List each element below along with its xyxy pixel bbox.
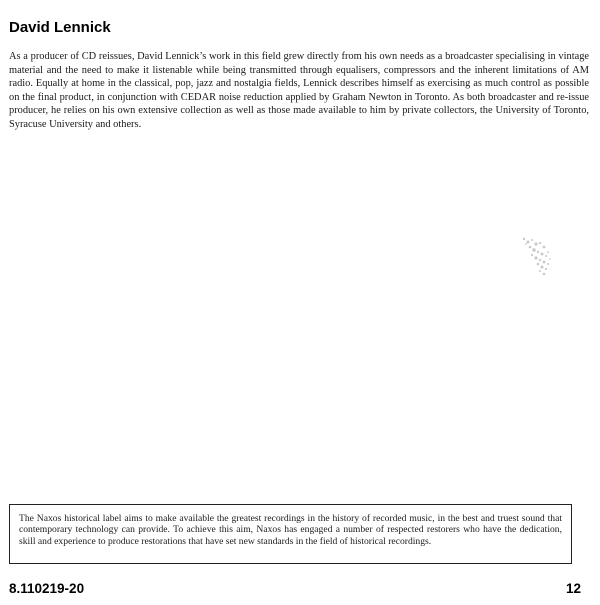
section-heading: David Lennick bbox=[9, 19, 111, 36]
page-number: 12 bbox=[565, 581, 581, 596]
notice-text: The Naxos historical label aims to make available the greatest recordings in the history of recorded music, in the best and truest sound that contemporary technology can provide. To achieve this aim, Naxos has engaged a number of respected restorers who have the dedication, skill and experience to produce restorations that have set new standards in the field of historical recordings. bbox=[19, 513, 562, 547]
biography-paragraph: As a producer of CD reissues, David Lennick’s work in this field grew directly from his own needs as a broadcaster specialising in vintage material and the need to make it listenable while being transmitted through equalisers, compressors and the inherent limitations of AM radio. Equally at home in the classical, pop, jazz and nostalgia fields, Lennick describes himself as exercising as much control as possible on the final product, in conjunction with CEDAR noise reduction applied by Graham Newton in Toronto. As both broadcaster and re-issue producer, he relies on his own extensive collection as well as those made available to him by private collectors, the University of Toronto, Syracuse University and others. bbox=[9, 51, 589, 130]
catalogue-number: 8.110219-20 bbox=[9, 581, 85, 596]
historical-label-notice bbox=[9, 504, 572, 564]
scan-speck bbox=[518, 234, 554, 278]
